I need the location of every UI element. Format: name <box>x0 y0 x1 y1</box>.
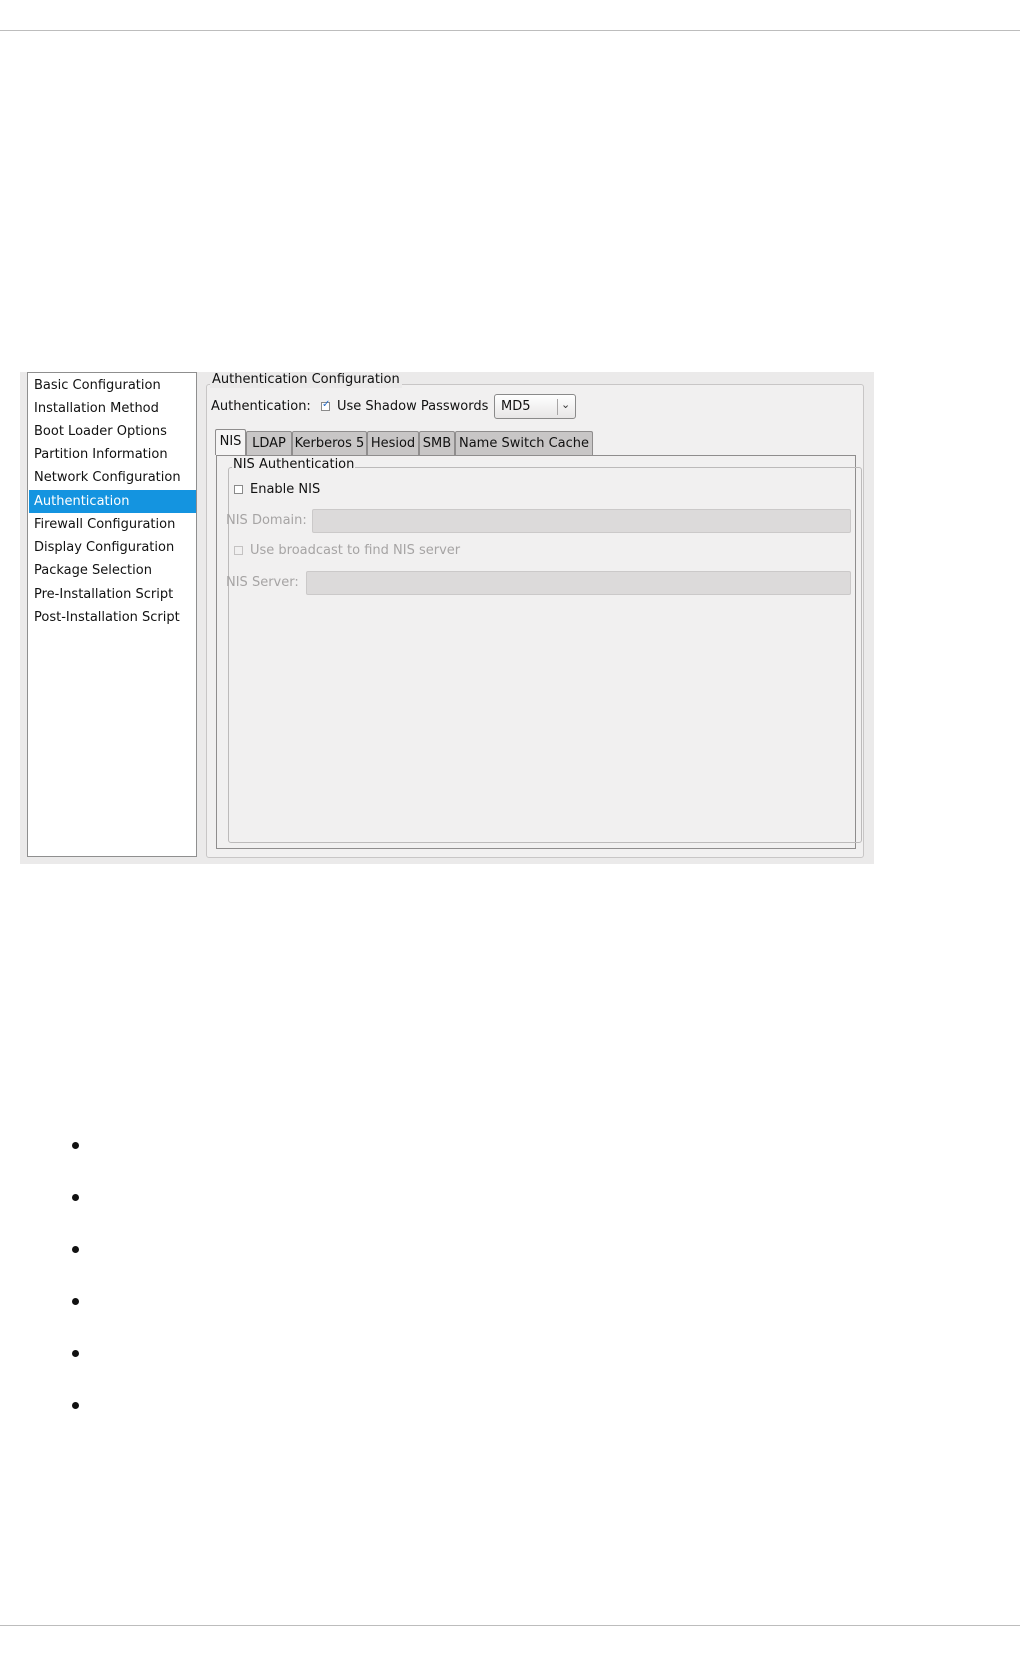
list-bullet <box>72 1350 79 1357</box>
shadow-passwords-label[interactable]: Use Shadow Passwords <box>337 399 489 414</box>
sidebar-item-network-configuration[interactable]: Network Configuration <box>34 470 181 485</box>
sidebar-item-partition-information[interactable]: Partition Information <box>34 447 168 462</box>
list-bullet <box>72 1298 79 1305</box>
sidebar-item-firewall-configuration[interactable]: Firewall Configuration <box>34 517 176 532</box>
tab-name-switch-cache[interactable]: Name Switch Cache <box>455 431 593 455</box>
checkmark-icon: ✓ <box>322 399 331 410</box>
sidebar-item-package-selection[interactable]: Package Selection <box>34 563 152 578</box>
list-bullet <box>72 1142 79 1149</box>
enable-nis-checkbox[interactable] <box>234 485 243 494</box>
list-bullet <box>72 1194 79 1201</box>
page-footer-rule <box>0 1625 1020 1626</box>
shadow-passwords-checkbox[interactable] <box>321 399 331 411</box>
tab-nis[interactable]: NIS <box>215 429 246 455</box>
sidebar-item-boot-loader-options[interactable]: Boot Loader Options <box>34 424 167 439</box>
authentication-label: Authentication: <box>211 399 311 414</box>
list-bullet <box>72 1246 79 1253</box>
hash-algorithm-value: MD5 <box>501 399 531 414</box>
list-bullet <box>72 1402 79 1409</box>
sidebar-list[interactable] <box>27 372 197 857</box>
tab-ldap[interactable]: LDAP <box>246 431 292 455</box>
combo-separator <box>557 399 558 415</box>
hash-algorithm-select[interactable] <box>494 394 576 419</box>
nis-domain-field[interactable] <box>312 509 851 533</box>
nis-server-field[interactable] <box>306 571 851 595</box>
kickstart-configurator-window <box>20 372 874 864</box>
enable-nis-label[interactable]: Enable NIS <box>250 482 321 497</box>
sidebar-item-authentication[interactable]: Authentication <box>29 490 196 513</box>
nis-authentication-title: NIS Authentication <box>233 457 355 472</box>
chevron-down-icon: ⌄ <box>561 398 571 411</box>
broadcast-checkbox[interactable] <box>234 546 243 555</box>
sidebar-item-display-configuration[interactable]: Display Configuration <box>34 540 175 555</box>
nis-domain-label: NIS Domain: <box>226 513 307 528</box>
tab-kerberos-5[interactable]: Kerberos 5 <box>292 431 367 455</box>
nis-server-label: NIS Server: <box>226 575 299 590</box>
sidebar-item-installation-method[interactable]: Installation Method <box>34 401 159 416</box>
tab-smb[interactable]: SMB <box>419 431 455 455</box>
tab-hesiod[interactable]: Hesiod <box>367 431 419 455</box>
sidebar-item-post-installation-script[interactable]: Post-Installation Script <box>34 610 180 625</box>
authentication-frame-title: Authentication Configuration <box>212 372 400 387</box>
broadcast-label[interactable]: Use broadcast to find NIS server <box>250 543 461 558</box>
sidebar-item-basic-configuration[interactable]: Basic Configuration <box>34 378 161 393</box>
sidebar-item-pre-installation-script[interactable]: Pre-Installation Script <box>34 587 174 602</box>
page-header-rule <box>0 30 1020 31</box>
